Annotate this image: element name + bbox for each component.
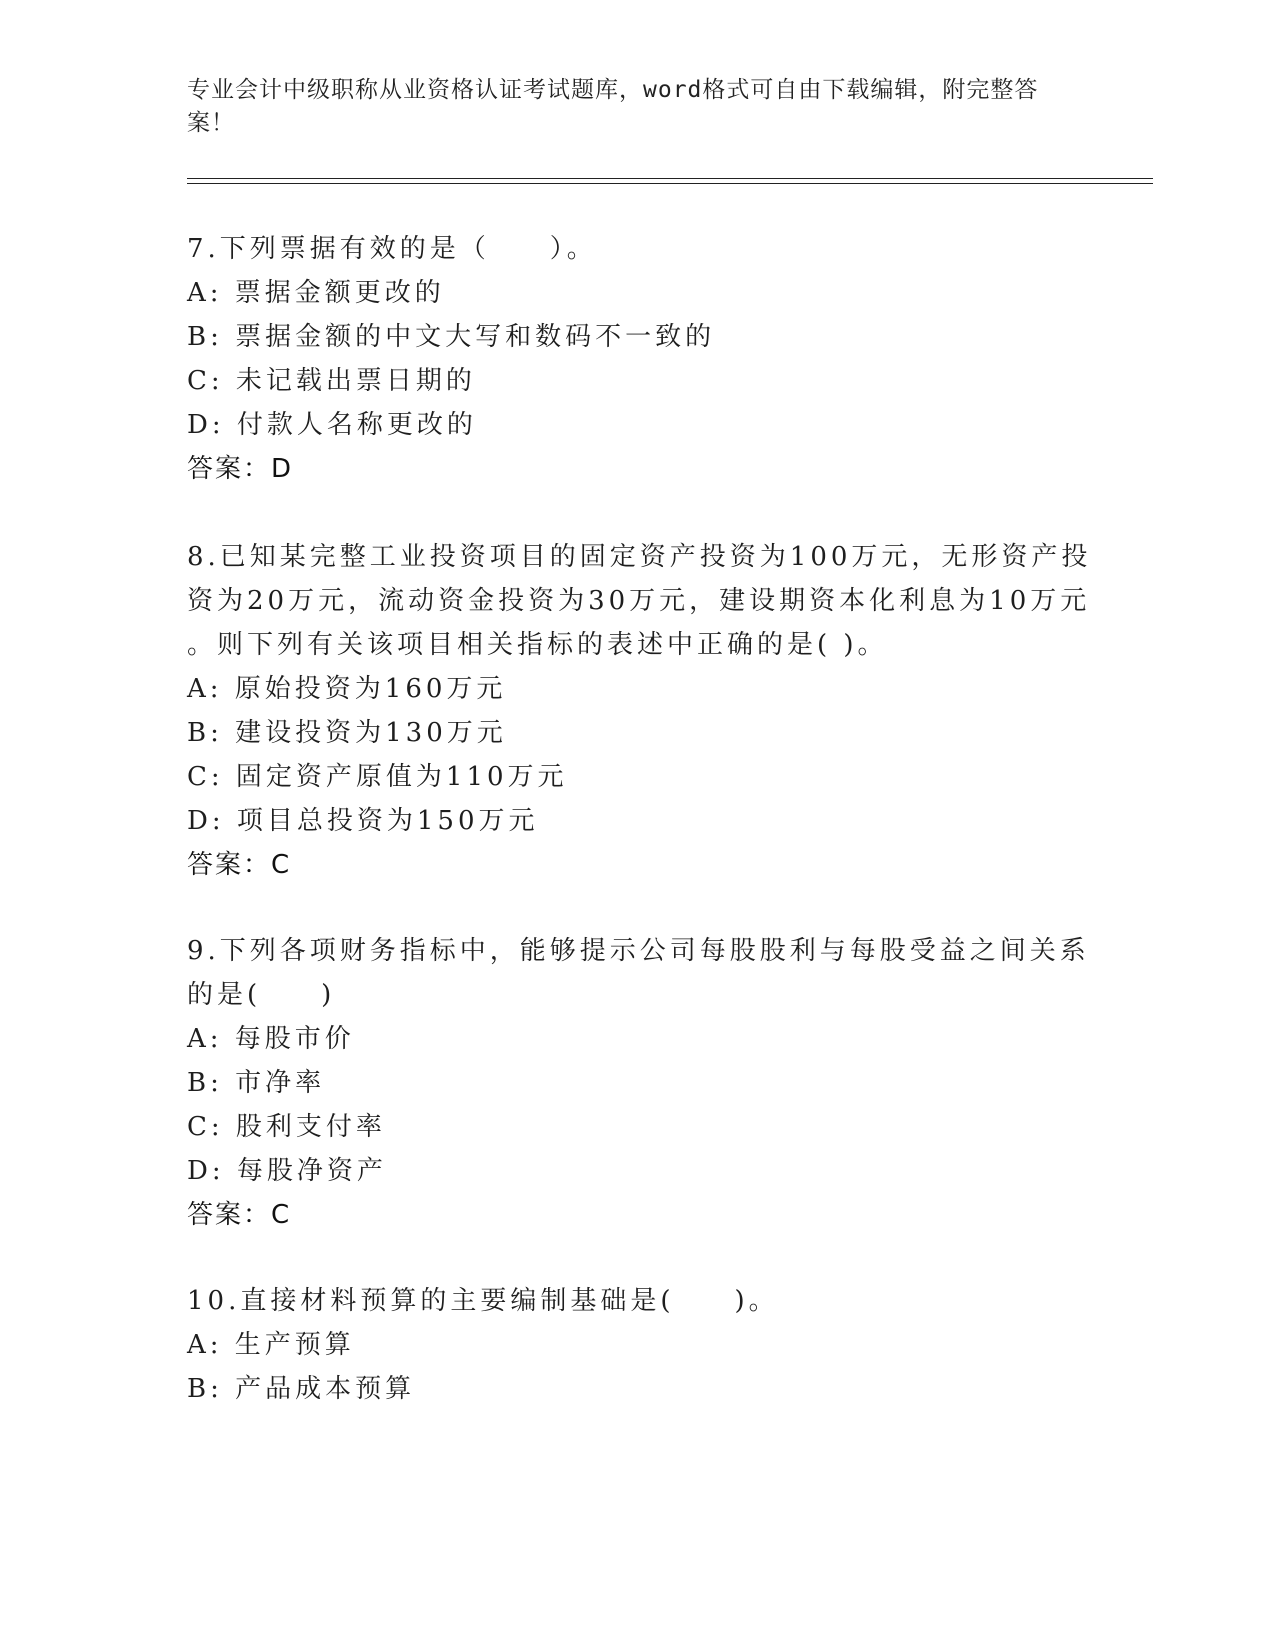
question-8-answer: 答案：C xyxy=(187,850,292,880)
document-header: 专业会计中级职称从业资格认证考试题库，word格式可自由下载编辑，附完整答案！ xyxy=(187,77,1039,136)
question-10-stem: 10.直接材料预算的主要编制基础是( )。 xyxy=(187,1286,779,1316)
question-9-option-a: A: 每股市价 xyxy=(187,1024,355,1054)
question-7-option-d: D: 付款人名称更改的 xyxy=(187,410,477,440)
question-9-stem-line-2: 的是( ) xyxy=(187,980,336,1010)
question-9-stem-line-1: 9.下列各项财务指标中，能够提示公司每股股利与每股受益之间关系 xyxy=(187,936,1090,966)
question-9-answer: 答案：C xyxy=(187,1200,292,1230)
question-9-option-b: B: 市净率 xyxy=(187,1068,326,1098)
question-8-stem-line-1: 8.已知某完整工业投资项目的固定资产投资为100万元，无形资产投 xyxy=(187,542,1092,572)
header-divider-bottom xyxy=(187,183,1153,184)
question-8-option-c: C: 固定资产原值为110万元 xyxy=(187,762,568,792)
question-10-option-a: A: 生产预算 xyxy=(187,1330,355,1360)
question-7-option-b: B: 票据金额的中文大写和数码不一致的 xyxy=(187,322,716,352)
header-divider-top xyxy=(187,178,1153,179)
question-7-stem: 7.下列票据有效的是（ ）。 xyxy=(187,234,597,264)
question-8-stem-line-2: 资为20万元，流动资金投资为30万元，建设期资本化利息为10万元 xyxy=(187,586,1091,616)
question-8-option-b: B: 建设投资为130万元 xyxy=(187,718,507,748)
question-8-stem-line-3: 。则下列有关该项目相关指标的表述中正确的是( )。 xyxy=(187,630,888,660)
question-9-option-c: C: 股利支付率 xyxy=(187,1112,386,1142)
question-7-option-c: C: 未记载出票日期的 xyxy=(187,366,476,396)
question-9-option-d: D: 每股净资产 xyxy=(187,1156,387,1186)
question-10-option-b: B: 产品成本预算 xyxy=(187,1374,416,1404)
question-7-option-a: A: 票据金额更改的 xyxy=(187,278,445,308)
question-8-option-d: D: 项目总投资为150万元 xyxy=(187,806,539,836)
question-7-answer: 答案：D xyxy=(187,454,294,484)
question-8-option-a: A: 原始投资为160万元 xyxy=(187,674,507,704)
